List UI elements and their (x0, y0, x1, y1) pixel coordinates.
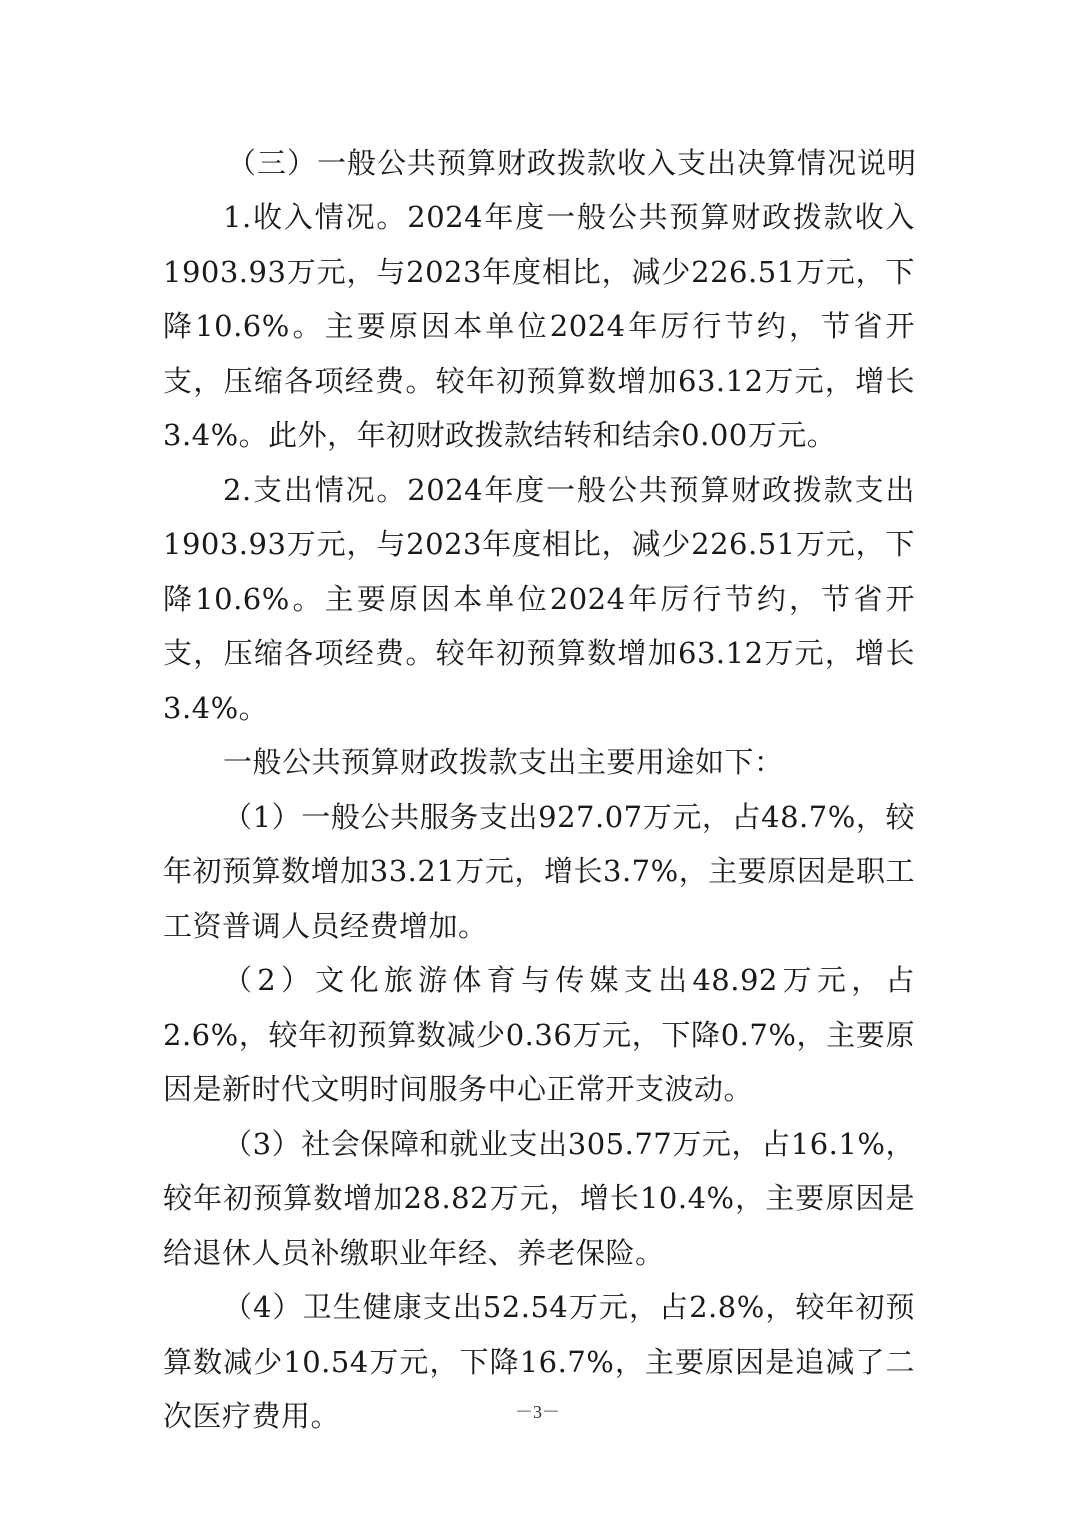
paragraph-income: 1.收入情况。2024年度一般公共预算财政拨款收入1903.93万元，与2023年度相比，减少226.51万元，下降10.6%。主要原因本单位2024年厉行节约，节省开支，压缩各项经费。较年初预算数增加63.12万元，增长3.4%。此外，年初财政拨款结转和结余0.00万元。 (163, 200, 915, 452)
section-heading: （三）一般公共预算财政拨款收入支出决算情况说明 (227, 146, 918, 180)
paragraph-uses-intro: 一般公共预算财政拨款支出主要用途如下： (223, 745, 784, 779)
paragraph-expenditure: 2.支出情况。2024年度一般公共预算财政拨款支出1903.93万元，与2023年度相比，减少226.51万元，下降10.6%。主要原因本单位2024年厉行节约，节省开支，压缩各项经费。较年初预算数增加63.12万元，增长3.4%。 (163, 472, 915, 725)
paragraph-item-4: （4）卫生健康支出52.54万元，占2.8%，较年初预算数减少10.54万元，下降16.7%，主要原因是追减了二次医疗费用。 (163, 1290, 915, 1433)
paragraph-item-2: （2）文化旅游体育与传媒支出48.92万元，占2.6%，较年初预算数减少0.36万元，下降0.7%，主要原因是新时代文明时间服务中心正常开支波动。 (163, 963, 915, 1106)
page-body (163, 136, 918, 1444)
paragraph-item-1: （1）一般公共服务支出927.07万元，占48.7%，较年初预算数增加33.21万元，增长3.7%，主要原因是职工工资普调人员经费增加。 (163, 799, 915, 943)
page-number: －3－ (515, 1402, 560, 1422)
paragraph-item-3: （3）社会保障和就业支出305.77万元，占16.1%，较年初预算数增加28.82万元，增长10.4%，主要原因是给退休人员补缴职业年经、养老保险。 (163, 1126, 915, 1270)
